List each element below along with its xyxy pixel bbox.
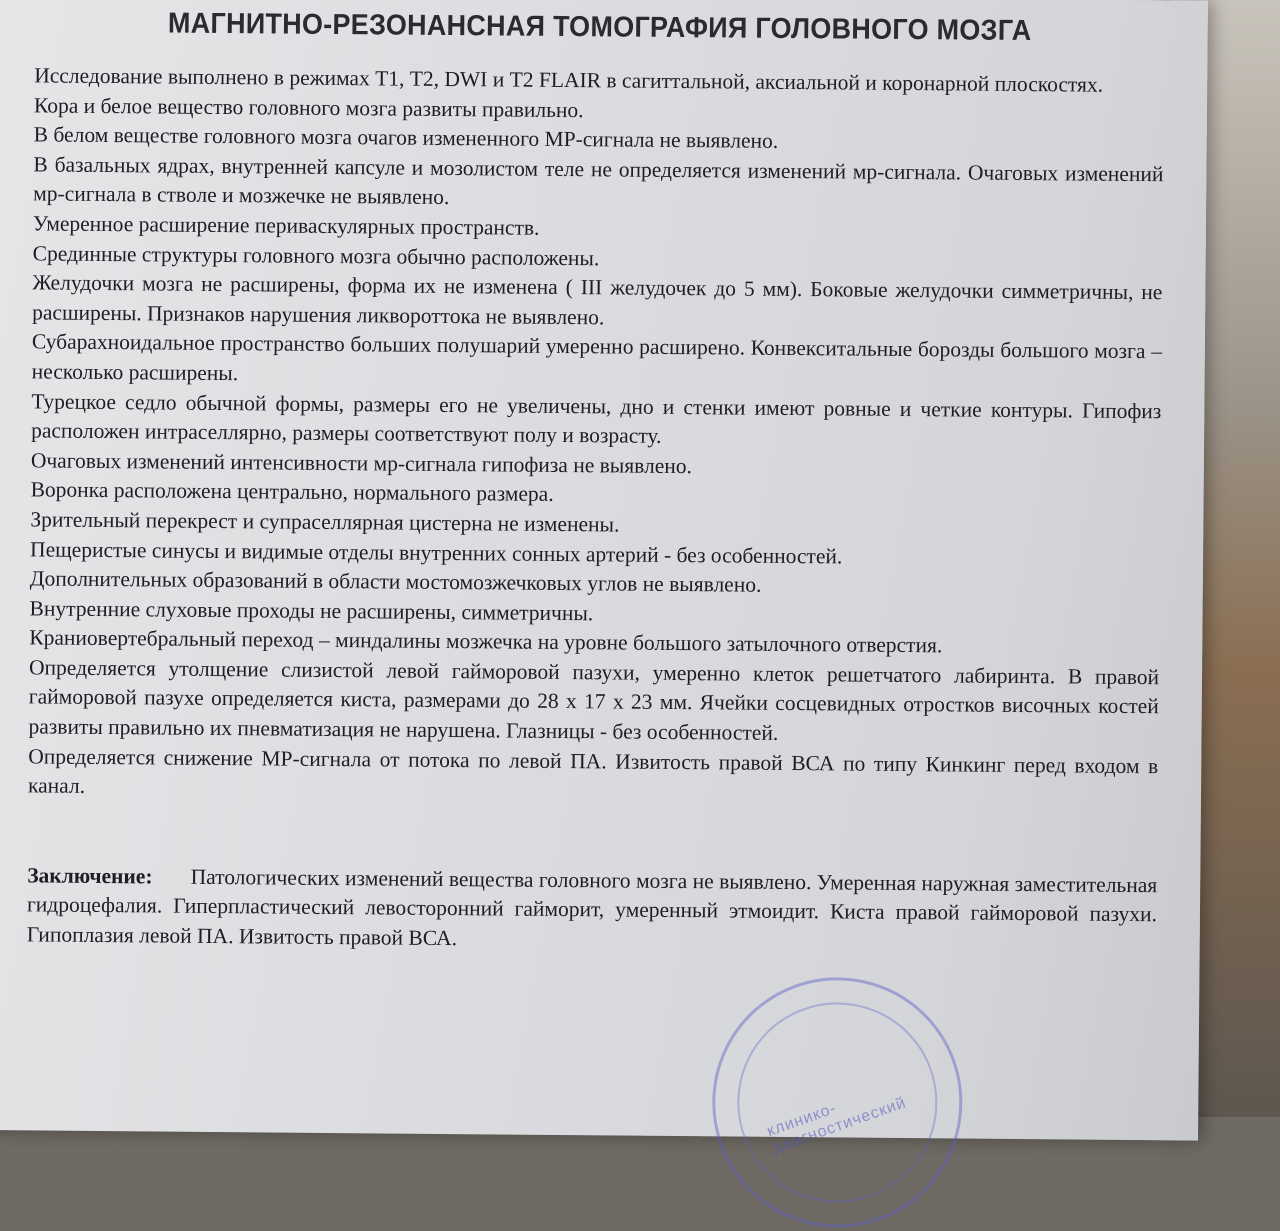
finding-paragraph: Умеренное расширение периваскулярных пространств.	[32, 211, 540, 240]
finding-paragraph: Срединные структуры головного мозга обычно расположены.	[32, 240, 600, 270]
finding-paragraph: Дополнительных образований в области мостомозжечковых углов не выявлено.	[29, 566, 762, 597]
finding-paragraph: Субарахноидальное пространство больших полушарий умеренно расширено. Конвекситальные борозды большого мозга – несколько расширены.	[31, 329, 1162, 386]
finding-paragraph: Турецкое седло обычной формы, размеры его не увеличены, дно и стенки имеют ровные и четкие контуры. Гипофиз расположен интраселлярно, размеры соответствуют полу и возрасту.	[31, 388, 1162, 449]
conclusion-block	[27, 861, 1158, 960]
findings-section	[28, 61, 1164, 811]
report-title: МАГНИТНО-РЕЗОНАНСНАЯ ТОМОГРАФИЯ ГОЛОВНОГО МОЗГА	[167, 7, 1032, 48]
finding-paragraph: Исследование выполнено в режимах Т1, Т2, DWI и Т2 FLAIR в сагиттальной, аксиальной и коронарной плоскостях.	[34, 63, 1104, 97]
finding-paragraph: Очаговых изменений интенсивности мр-сигнала гипофиза не выявлено.	[30, 448, 693, 478]
conclusion-label: Заключение:	[27, 863, 153, 889]
stamp-text: клинико-диагностический	[764, 1094, 909, 1158]
finding-paragraph: Желудочки мозга не расширены, форма их не изменена ( III желудочек до 5 мм). Боковые желудочки симметричны, не расширены. Признаков нарушения ликвороттока не выявлено.	[32, 270, 1163, 330]
clinic-stamp	[711, 976, 963, 1228]
section-gap	[27, 801, 1157, 871]
finding-paragraph: Определяется снижение МР-сигнала от потока по левой ПА. Извитость правой ВСА по типу Кинкинг перед входом в канал.	[27, 744, 1159, 799]
finding-paragraph: Воронка расположена центрально, нормального размера.	[30, 477, 554, 507]
finding-paragraph: В белом веществе головного мозга очагов измененного МР-сигнала не выявлено.	[33, 122, 779, 154]
finding-paragraph: Определяется утолщение слизистой левой гайморовой пазухи, умеренно клеток решетчатого лабиринта. В правой гайморовой пазухе определяется киста, размерами до 28 х 17 х 23 мм. Ячейки сосцевидных отростков височных костей развиты правильно их пневматизация не нарушена. Глазницы - без особенностей.	[28, 655, 1160, 745]
finding-paragraph: Внутренние слуховые проходы не расширены, симметричны.	[29, 596, 594, 625]
finding-paragraph: В базальных ядрах, внутренней капсуле и мозолистом теле не определяется изменений мр-сигнала. Очаговых изменений мр-сигнала в стволе и мозжечке не выявлено.	[33, 152, 1164, 210]
conclusion-text: Патологических изменений вещества головного мозга не выявлено. Умеренная наружная заместительная гидроцефалия. Гиперпластический левосторонний гайморит, умеренный этмоидит. Киста правой гайморовой пазухи. Гипоплазия левой ПА. Извитость правой ВСА.	[26, 864, 1158, 951]
finding-paragraph: Пещеристые синусы и видимые отделы внутренних сонных артерий - без особенностей.	[30, 536, 843, 568]
conclusion-spacer	[158, 864, 185, 888]
finding-paragraph: Зрительный перекрест и супраселлярная цистерна не изменены.	[30, 507, 620, 537]
finding-paragraph: Кора и белое вещество головного мозга развиты правильно.	[33, 92, 584, 122]
report-content	[27, 6, 1165, 959]
finding-paragraph: Краниовертебральный переход – миндалины мозжечка на уровне большого затылочного отверстия.	[29, 625, 943, 658]
